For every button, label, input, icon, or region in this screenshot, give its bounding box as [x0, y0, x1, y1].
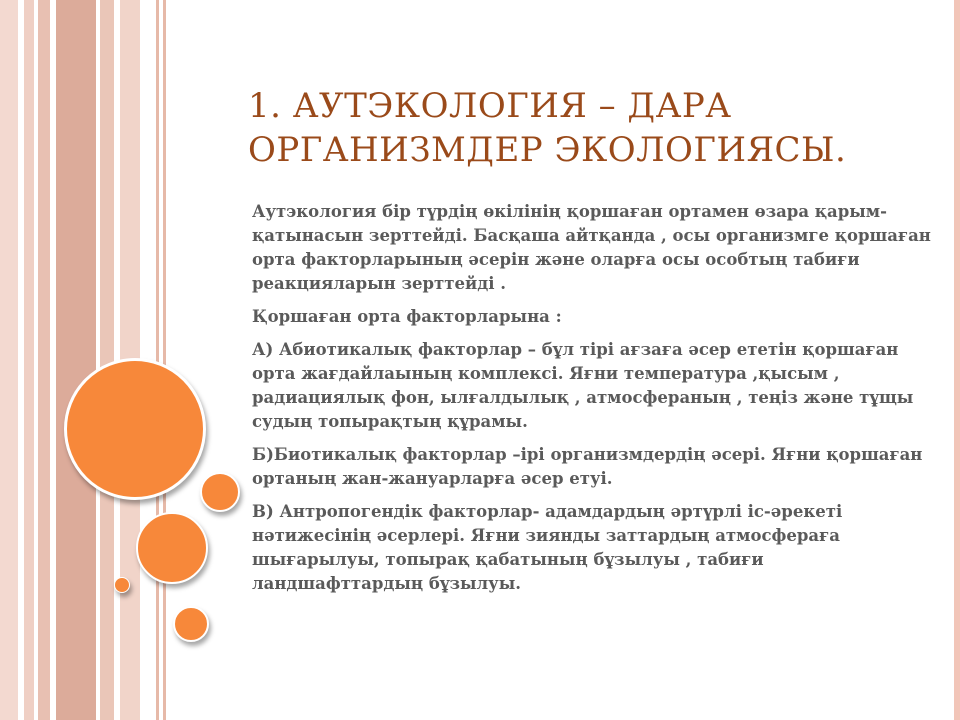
paragraph-factors-heading: Қоршаған орта факторларына : [252, 307, 562, 326]
decor-stripe-8 [163, 0, 166, 720]
decor-stripe-2 [24, 0, 34, 720]
decor-stripe-3 [38, 0, 50, 720]
decor-stripe-4 [56, 0, 96, 720]
decor-stripe-5 [100, 0, 114, 720]
slide-title-line-2: ОРГАНИЗМДЕР ЭКОЛОГИЯСЫ. [248, 130, 847, 170]
decor-circle-large [64, 358, 206, 500]
paragraph-abiotic-factors: А) Абиотикалық факторлар – бұл тірі ағзаға әсер ететін қоршаған орта жағдайлаының комплексі. Яғни температура ,қысым , радиациялық фон, ылғалдылық , атмосфераның , теңіз және тұщы судың топырақтың құрамы. [252, 340, 914, 431]
paragraph-anthropogenic-factors: В) Антропогендік факторлар- адамдардың әртүрлі іс-әрекеті нәтижесінің әсерлері. Яғни зиянды заттардың атмосфераға шығарылуы, топырақ қабатының бұзылуы , табиғи ландшафттардың бұзылуы. [252, 502, 843, 593]
decor-circle-small-1 [200, 472, 240, 512]
decor-circle-small-2 [173, 606, 209, 642]
slide-title [248, 84, 938, 172]
slide-body [252, 200, 937, 605]
decor-stripe-7 [156, 0, 159, 720]
slide-title-line-1: 1. АУТЭКОЛОГИЯ – ДАРА [248, 86, 732, 126]
decor-right-edge [954, 0, 960, 720]
decor-stripe-1 [0, 0, 18, 720]
decor-circle-medium [136, 512, 208, 584]
paragraph-biotic-factors: Б)Биотикалық факторлар –ірі организмдердің әсері. Яғни қоршаған ортаның жан-жануарларға әсер етуі. [252, 445, 923, 488]
decor-circle-tiny [114, 577, 130, 593]
paragraph-autecology-definition: Аутэкология бір түрдің өкілінің қоршаған ортамен өзара қарым-қатынасын зерттейді. Басқаша айтқанда , осы организмге қоршаған орта факторларының әсерін және оларға осы особтың табиғи реакцияларын зерттейді . [252, 202, 931, 293]
